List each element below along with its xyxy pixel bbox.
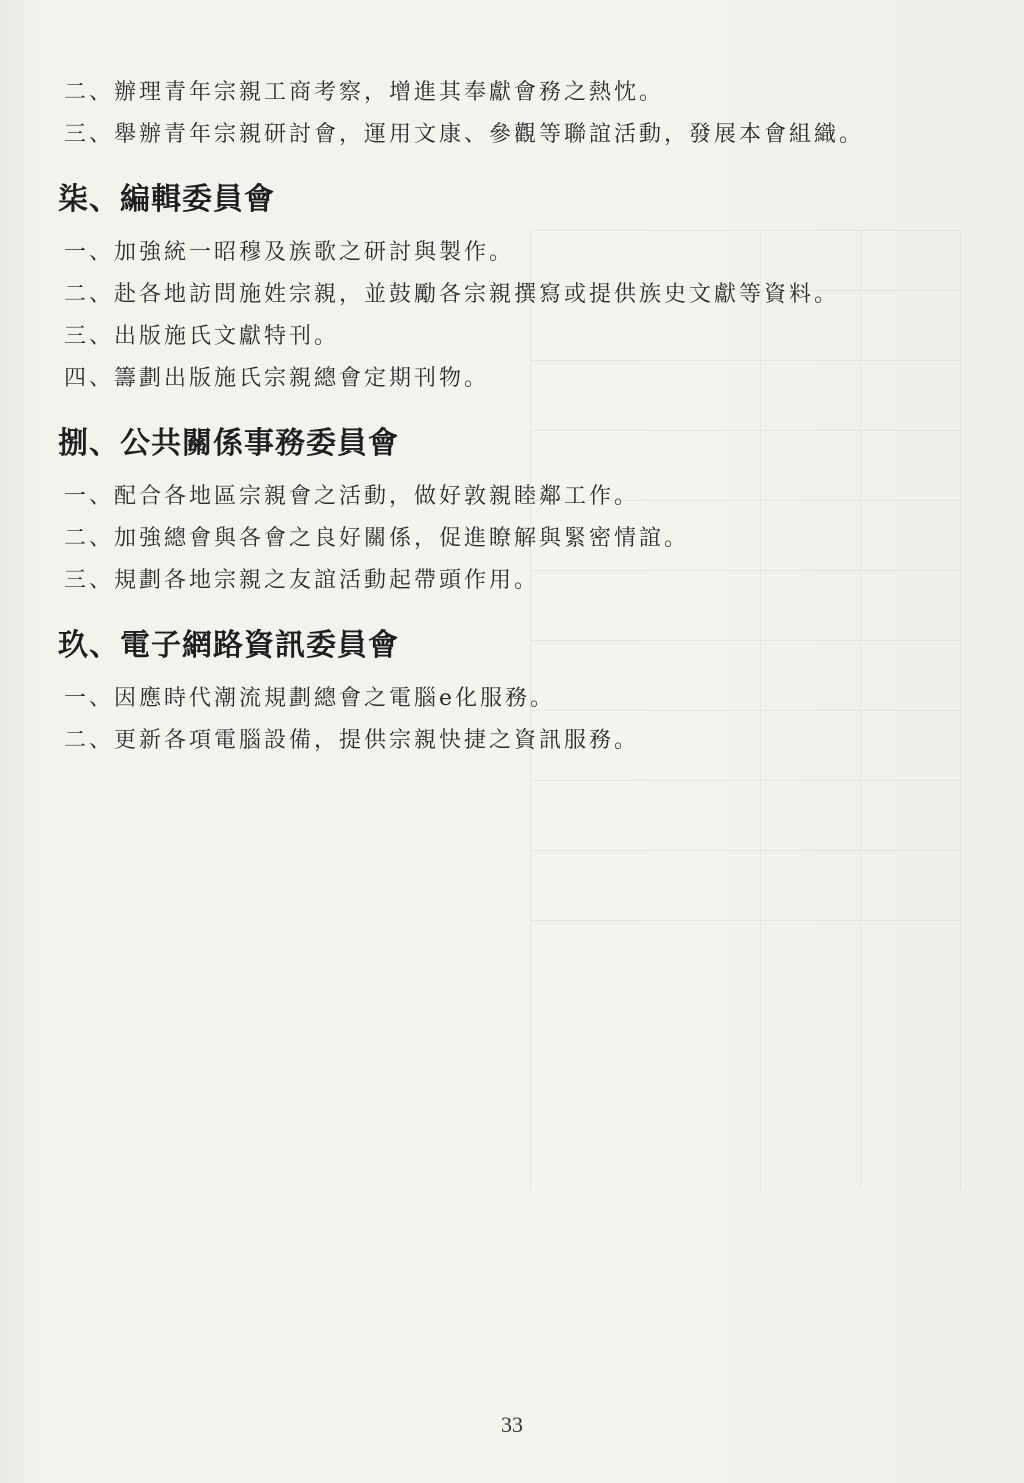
list-item: 三、規劃各地宗親之友誼活動起帶頭作用。 (64, 568, 540, 593)
section-it-committee (58, 626, 958, 768)
list-item: 二、赴各地訪問施姓宗親，並鼓勵各宗親撰寫或提供族史文獻等資料。 (64, 282, 840, 307)
list-item: 三、出版施氏文獻特刊。 (64, 324, 340, 349)
list-item: 四、籌劃出版施氏宗親總會定期刊物。 (64, 366, 490, 391)
list-item: 三、舉辦青年宗親研討會，運用文康、參觀等聯誼活動，發展本會組織。 (64, 122, 865, 147)
section-public-relations-committee (58, 424, 958, 608)
section-heading: 柒、編輯委員會 (58, 182, 275, 217)
page-number: 33 (501, 1412, 523, 1437)
section-heading: 玖、電子網路資訊委員會 (58, 628, 399, 663)
document-body (58, 78, 958, 778)
list-item: 一、配合各地區宗親會之活動，做好敦親睦鄰工作。 (64, 484, 640, 509)
list-item: 二、辦理青年宗親工商考察，增進其奉獻會務之熱忱。 (64, 80, 665, 105)
section-heading: 捌、公共關係事務委員會 (58, 426, 399, 461)
list-item: 二、加強總會與各會之良好關係，促進瞭解與緊密情誼。 (64, 526, 690, 551)
list-item: 一、加強統一昭穆及族歌之研討與製作。 (64, 240, 515, 265)
section-editorial-committee (58, 180, 958, 406)
section-continued (58, 78, 958, 162)
list-item: 一、因應時代潮流規劃總會之電腦e化服務。 (64, 686, 556, 711)
list-item: 二、更新各項電腦設備，提供宗親快捷之資訊服務。 (64, 728, 640, 753)
